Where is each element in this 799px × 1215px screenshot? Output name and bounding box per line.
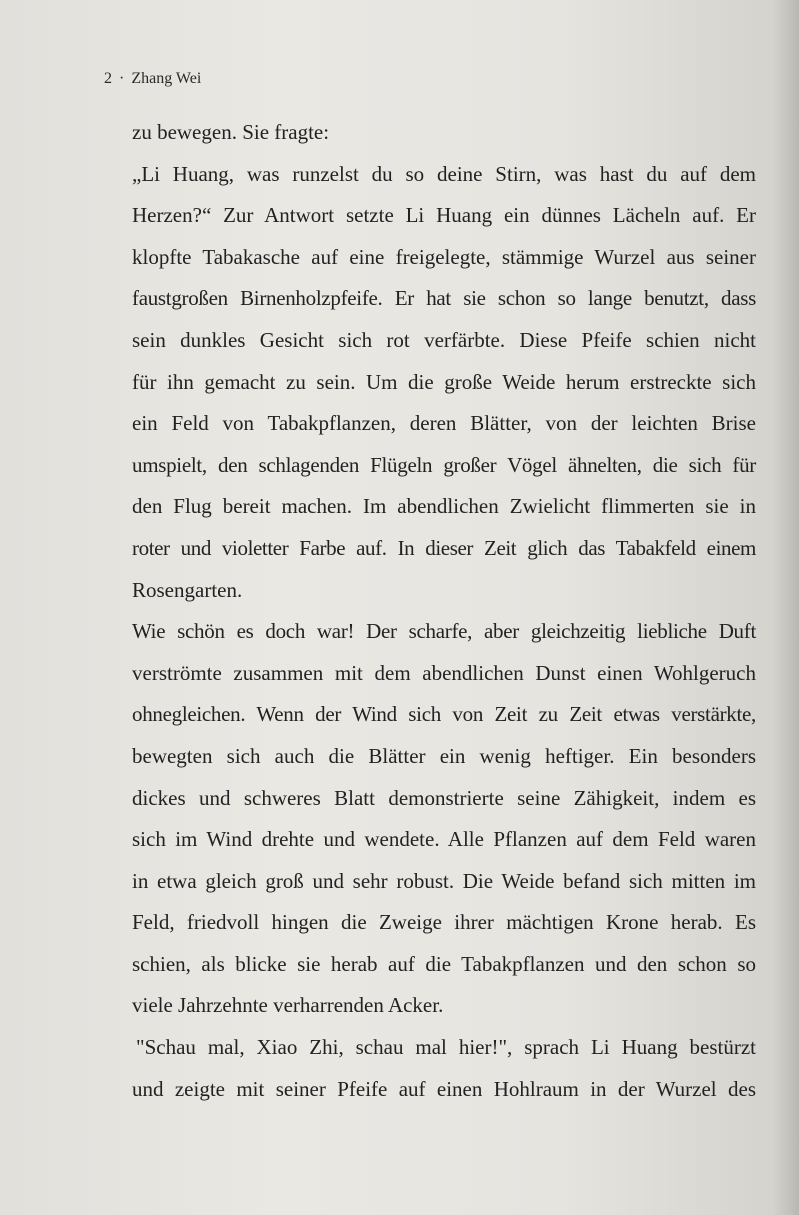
text-line: "Schau mal, Xiao Zhi, schau mal hier!", sprach Li Huang bestürzt [136, 1035, 756, 1060]
header-separator: · [119, 70, 125, 87]
text-line: ein Feld von Tabakpflanzen, deren Blätter, von der leichten Brise [132, 411, 756, 436]
author-name: Zhang Wei [131, 70, 202, 87]
text-line: verströmte zusammen mit dem abendlichen Dunst einen Wohlgeruch [132, 660, 756, 685]
text-line: schien, als blicke sie herab auf die Tabakpflanzen und den schon so [132, 951, 756, 976]
text-line: sein dunkles Gesicht sich rot verfärbte. Diese Pfeife schien nicht [132, 327, 756, 352]
text-line: und zeigte mit seiner Pfeife auf einen Hohlraum in der Wurzel des [132, 1076, 756, 1101]
text-line: sich im Wind drehte und wendete. Alle Pflanzen auf dem Feld waren [132, 827, 756, 852]
text-line: bewegten sich auch die Blätter ein wenig heftiger. Ein besonders [132, 743, 756, 768]
text-line: Wie schön es doch war! Der scharfe, aber gleichzeitig liebliche Duft [132, 619, 756, 644]
text-line: dickes und schweres Blatt demonstrierte seine Zähigkeit, indem es [132, 785, 756, 810]
text-line: zu bewegen. Sie fragte: [132, 120, 330, 144]
text-line: umspielt, den schlagenden Flügeln großer Vögel ähnelten, die sich für [132, 452, 756, 477]
page-number: 2 [104, 70, 112, 87]
body-text [132, 112, 756, 1110]
text-line: den Flug bereit machen. Im abendlichen Zwielicht flimmerten sie in [132, 494, 756, 519]
text-line: ohnegleichen. Wenn der Wind sich von Zeit zu Zeit etwas verstärkte, [132, 702, 756, 727]
text-line: „Li Huang, was runzelst du so deine Stirn, was hast du auf dem [132, 161, 756, 186]
text-line: faustgroßen Birnenholzpfeife. Er hat sie schon so lange benutzt, dass [132, 286, 756, 311]
text-line: roter und violetter Farbe auf. In dieser Zeit glich das Tabakfeld einem [132, 535, 756, 560]
text-line: in etwa gleich groß und sehr robust. Die Weide befand sich mitten im [132, 868, 756, 893]
text-line: viele Jahrzehnte verharrenden Acker. [132, 993, 444, 1018]
text-line: Rosengarten. [132, 577, 243, 602]
text-line: für ihn gemacht zu sein. Um die große Weide herum erstreckte sich [132, 369, 756, 394]
text-line: klopfte Tabakasche auf eine freigelegte, stämmige Wurzel aus seiner [132, 244, 756, 269]
running-head [104, 70, 201, 88]
text-line: Feld, friedvoll hingen die Zweige ihrer mächtigen Krone herab. Es [132, 910, 756, 935]
text-line: Herzen?“ Zur Antwort setzte Li Huang ein dünnes Lächeln auf. Er [132, 203, 756, 228]
